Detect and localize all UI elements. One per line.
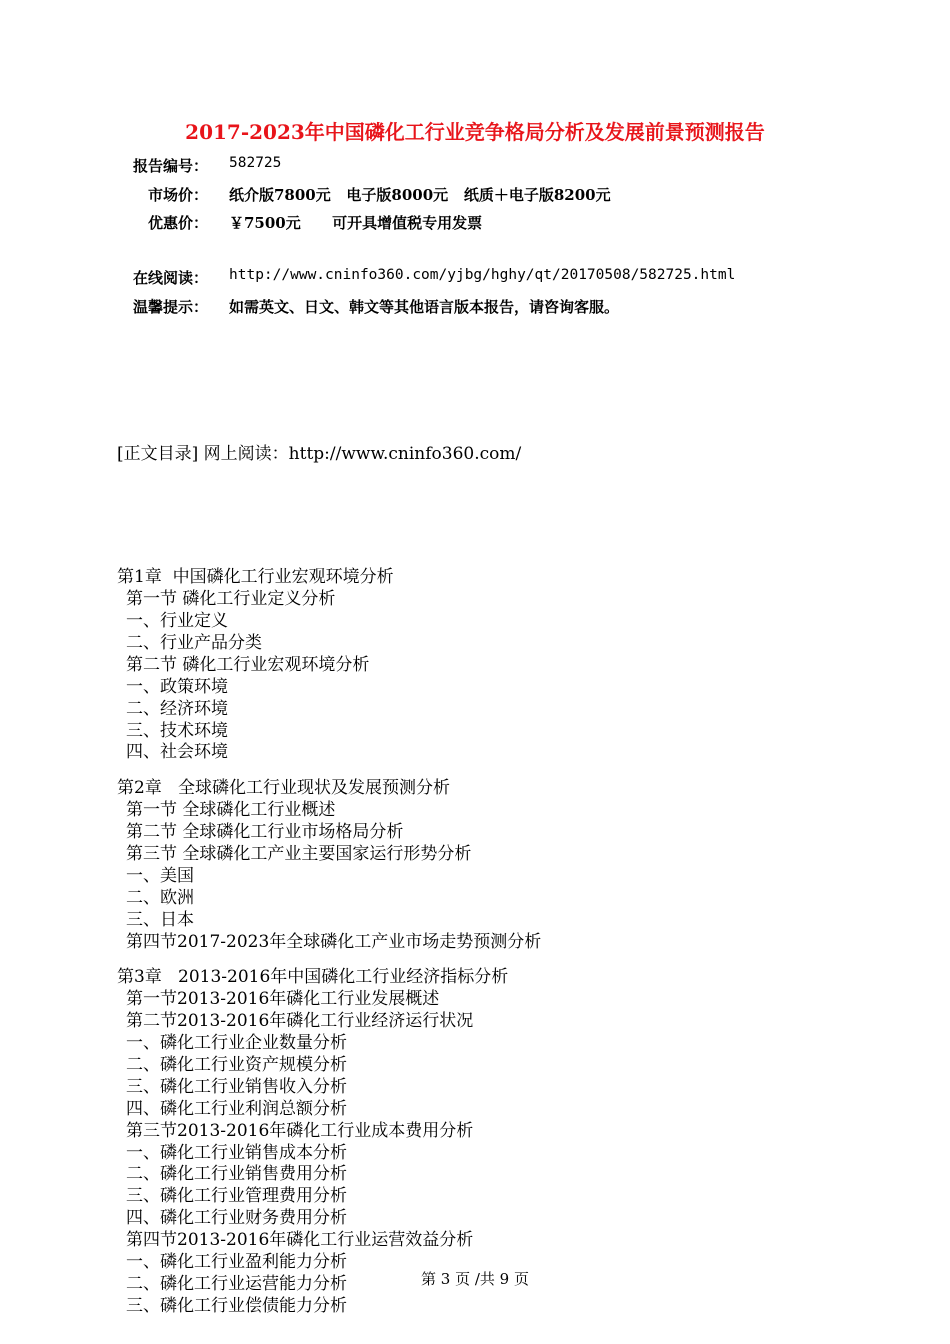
- toc-item: 二、磷化工行业运营能力分析: [126, 1273, 347, 1294]
- toc-item: 第四节2017-2023年全球磷化工产业市场走势预测分析: [126, 931, 542, 952]
- toc-item: 第三节 全球磷化工产业主要国家运行形势分析: [126, 844, 472, 865]
- toc-item: 一、行业定义: [126, 611, 228, 632]
- discount-value: ￥7500元 可开具增值税专用发票: [229, 214, 483, 232]
- toc-item: 四、磷化工行业利润总额分析: [126, 1098, 347, 1119]
- report-number-value: 582725: [229, 155, 282, 171]
- toc-item: 一、磷化工行业企业数量分析: [126, 1033, 347, 1054]
- toc-item: 一、磷化工行业销售成本分析: [126, 1142, 347, 1163]
- toc-header: [正文目录] 网上阅读：http://www.cninfo360.com/: [117, 443, 522, 464]
- toc-item: 四、磷化工行业财务费用分析: [126, 1208, 347, 1229]
- toc-item: 一、美国: [126, 865, 194, 886]
- price-label: 市场价：: [147, 186, 208, 204]
- toc-item: 三、磷化工行业管理费用分析: [126, 1186, 347, 1207]
- toc-item: 第二节 全球磷化工行业市场格局分析: [126, 822, 404, 843]
- discount-label: 优惠价：: [147, 214, 208, 232]
- toc-chapters: [117, 567, 541, 1317]
- toc-item: 第三节2013-2016年磷化工行业成本费用分析: [126, 1120, 474, 1141]
- toc-item: 第一节 全球磷化工行业概述: [126, 800, 336, 821]
- toc-item: 第一节 磷化工行业定义分析: [126, 589, 336, 610]
- chapter-heading: 第2章 全球磷化工行业现状及发展预测分析: [117, 778, 451, 799]
- chapter-heading: 第3章 2013-2016年中国磷化工行业经济指标分析: [117, 967, 509, 988]
- toc-item: 第一节2013-2016年磷化工行业发展概述: [126, 989, 440, 1010]
- toc-item: 二、经济环境: [126, 698, 228, 719]
- toc-item: 四、社会环境: [126, 742, 228, 763]
- toc-item: 二、磷化工行业销售费用分析: [126, 1164, 347, 1185]
- toc-item: 一、磷化工行业盈利能力分析: [126, 1252, 347, 1273]
- online-label: 在线阅读：: [132, 269, 208, 287]
- toc-item: 三、日本: [126, 909, 194, 930]
- table-of-contents: [117, 400, 541, 1340]
- report-title: 2017-2023年中国磷化工行业竞争格局分析及发展前景预测报告: [185, 120, 765, 144]
- tip-value: 如需英文、日文、韩文等其他语言版本报告，请咨询客服。: [229, 298, 620, 316]
- toc-item: 第二节2013-2016年磷化工行业经济运行状况: [126, 1011, 474, 1032]
- page-footer: 第 3 页 /共 9 页: [421, 1270, 529, 1288]
- price-value: 纸介版7800元 电子版8000元 纸质＋电子版8200元: [229, 186, 611, 204]
- report-number-label: 报告编号：: [132, 157, 208, 175]
- chapter-heading: 第1章 中国磷化工行业宏观环境分析: [117, 567, 394, 588]
- toc-item: 一、政策环境: [126, 676, 228, 697]
- tip-label: 温馨提示：: [132, 298, 208, 316]
- toc-item: 第二节 磷化工行业宏观环境分析: [126, 654, 370, 675]
- toc-item: 二、行业产品分类: [126, 633, 262, 653]
- toc-item: 三、磷化工行业销售收入分析: [126, 1076, 347, 1097]
- toc-item: 二、磷化工行业资产规模分析: [126, 1055, 347, 1076]
- toc-item: 第四节2013-2016年磷化工行业运营效益分析: [126, 1230, 474, 1251]
- toc-item: 三、技术环境: [126, 720, 228, 741]
- toc-item: 二、欧洲: [126, 887, 194, 908]
- toc-item: 三、磷化工行业偿债能力分析: [126, 1295, 347, 1316]
- online-url-link[interactable]: http://www.cninfo360.com/yjbg/hghy/qt/20170508/582725.html: [229, 267, 736, 283]
